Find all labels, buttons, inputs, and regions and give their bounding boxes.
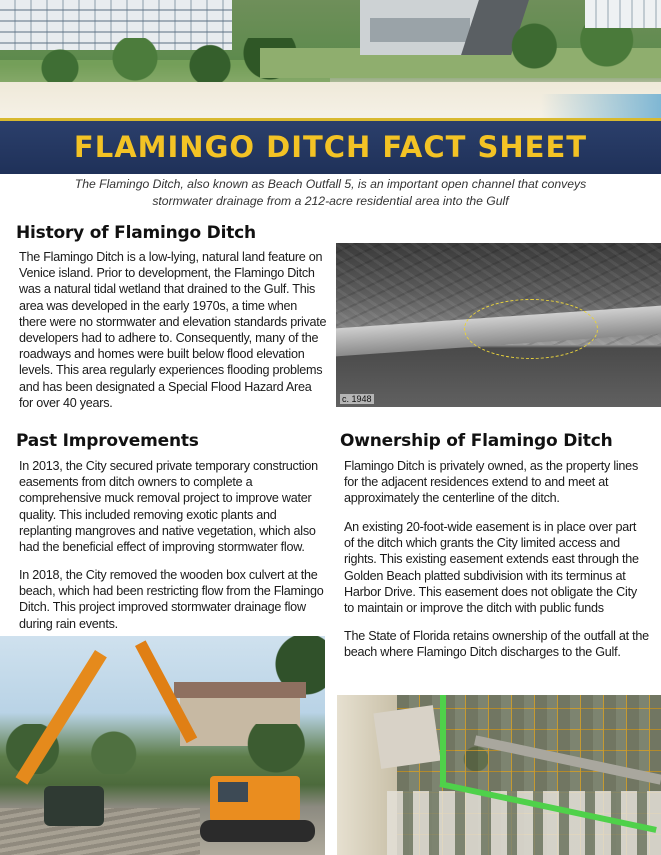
ownership-paragraph-1: Flamingo Ditch is privately owned, as the property lines for the adjacent residences extend to and meet at approximately the centerline of the ditch. <box>344 459 638 506</box>
header-beach-photo <box>0 0 661 118</box>
history-heading: History of Flamingo Ditch <box>16 223 256 243</box>
intro-text: The Flamingo Ditch, also known as Beach Outfall 5, is an important open channel that conveys stormwater drainage from a 212-acre residential area into the Gulf <box>74 177 587 208</box>
past-improvements-paragraph-1: In 2013, the City secured private temporary construction easements from ditch owners to complete a comprehensive muck removal project to improve water quality. This included removing exotic plants and replanting mangroves and native vegetation, which also had the beneficial effect of improving stormwater flow. <box>19 459 318 555</box>
past-improvements-heading: Past Improvements <box>16 431 199 451</box>
past-improvements-paragraph-2: In 2018, the City removed the wooden box culvert at the beach, which had been restricting flow from the Flamingo Ditch. This project improved stormwater drainage flow during rain events. <box>19 568 324 631</box>
aerial-easement-map <box>337 695 661 855</box>
page-title: FLAMINGO DITCH FACT SHEET <box>73 130 588 164</box>
ownership-paragraph-3: The State of Florida retains ownership of the outfall at the beach where Flamingo Ditch discharges to the Gulf. <box>344 629 649 660</box>
ownership-heading: Ownership of Flamingo Ditch <box>340 431 613 451</box>
ditch-highlight-ellipse <box>464 299 598 359</box>
history-body: The Flamingo Ditch is a low-lying, natural land feature on Venice island. Prior to development, the Flamingo Ditch was a natural tidal wetland that drained to the Gulf. This area was developed in the early 1970s, a time when there were no stormwater and elevation standards private developers had to adhere to. Consequently, many of the roadways and homes were built below flood elevation levels. This area regularly experiences flooding problems and has been designated a Special Flood Hazard Area for over 40 years. <box>19 250 327 410</box>
easement-line-vertical <box>440 695 446 787</box>
historic-aerial-photo <box>336 243 661 407</box>
title-banner <box>0 118 661 174</box>
ownership-paragraph-2: An existing 20-foot-wide easement is in place over part of the ditch which grants the City limited access and rights. This existing easement extends east through the Golden Beach platted subdivision with its terminus at Harbor Drive. This easement does not obligate the City to maintain or improve the ditch with public funds <box>344 520 639 616</box>
photo-caption: c. 1948 <box>342 394 372 404</box>
excavator-photo <box>0 636 325 855</box>
